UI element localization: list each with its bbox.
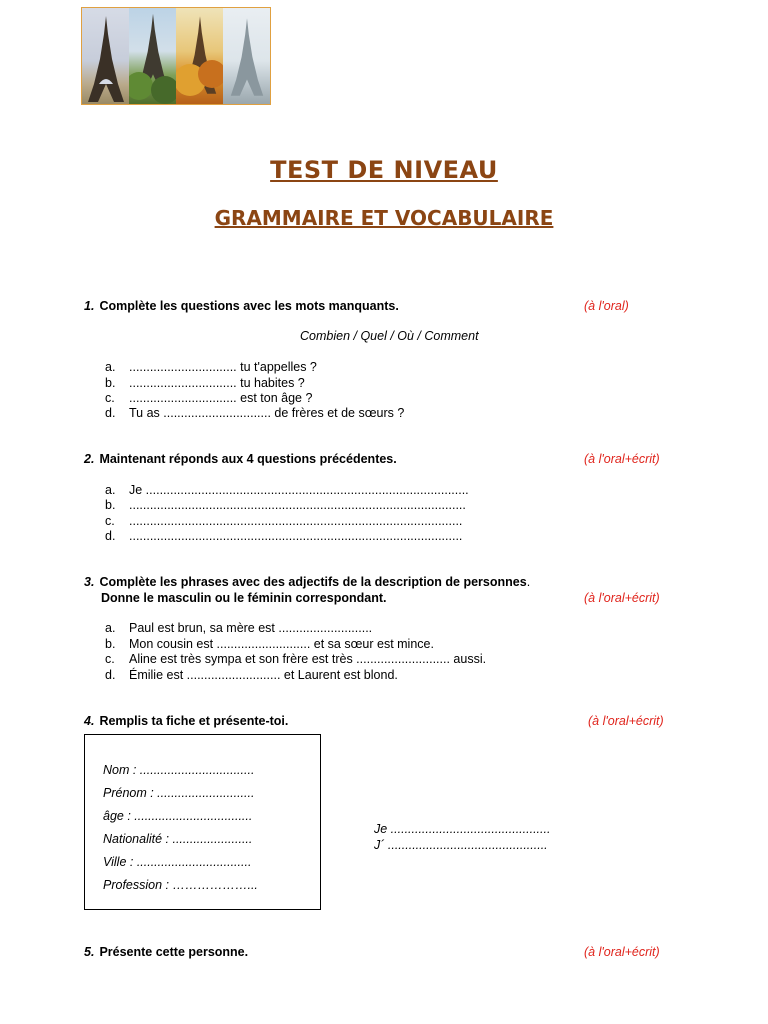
page-title: TEST DE NIVEAU xyxy=(270,156,498,184)
answer-line-1: Je .............................................. xyxy=(374,822,551,836)
eiffel-tower-panel-autumn xyxy=(176,8,223,104)
question-2-note: (à l'oral+écrit) xyxy=(584,452,660,466)
list-item: c. Aline est très sympa et son frère est très ........................... aussi. xyxy=(105,652,487,666)
question-4-heading xyxy=(84,714,288,728)
list-item: d. Émilie est ........................... et Laurent est blond. xyxy=(105,668,398,682)
question-2-number: 2. xyxy=(84,452,95,466)
eiffel-tower-panel-winter xyxy=(82,8,129,104)
list-item: a. Paul est brun, sa mère est ........................... xyxy=(105,621,373,635)
question-5-heading xyxy=(84,945,248,959)
question-1-number: 1. xyxy=(84,299,95,313)
question-3-number: 3. xyxy=(84,575,95,589)
identity-field-nom: Nom : ................................. xyxy=(103,763,255,777)
question-1-note: (à l'oral) xyxy=(584,299,629,313)
question-5-number: 5. xyxy=(84,945,95,959)
question-1-text: Complète les questions avec les mots manquants. xyxy=(99,299,399,313)
eiffel-tower-banner-image xyxy=(81,7,271,105)
question-4-text: Remplis ta fiche et présente-toi. xyxy=(99,714,289,728)
question-4-note: (à l'oral+écrit) xyxy=(588,714,664,728)
list-item: b. Mon cousin est ........................... et sa sœur est mince. xyxy=(105,637,434,651)
identity-field-profession: Profession : ………………... xyxy=(103,878,258,892)
question-2-heading xyxy=(84,452,397,466)
list-item: d. ................................................................................................ xyxy=(105,529,463,543)
page-subtitle: GRAMMAIRE ET VOCABULAIRE xyxy=(214,206,554,230)
identity-field-prenom: Prénom : ............................ xyxy=(103,786,255,800)
identity-field-nationalite: Nationalité : ....................... xyxy=(103,832,253,846)
identity-field-age: âge : .................................. xyxy=(103,809,253,823)
eiffel-tower-panel-spring xyxy=(129,8,176,104)
question-3-text-line-2: Donne le masculin ou le féminin correspondant. xyxy=(101,591,387,605)
question-3-note: (à l'oral+écrit) xyxy=(584,591,660,605)
question-3-text: Complète les phrases avec des adjectifs de la description de personnes xyxy=(99,575,527,589)
question-5-note: (à l'oral+écrit) xyxy=(584,945,660,959)
answer-line-2: J´ .............................................. xyxy=(374,838,548,852)
list-item: c. ................................................................................................ xyxy=(105,514,463,528)
list-item: a. Je ............................................................................................. xyxy=(105,483,469,497)
question-4-number: 4. xyxy=(84,714,95,728)
eiffel-tower-panel-mist xyxy=(223,8,270,104)
question-5-text: Présente cette personne. xyxy=(99,945,249,959)
question-1-heading xyxy=(84,299,399,313)
list-item: d. Tu as ............................... de frères et de sœurs ? xyxy=(105,406,405,420)
identity-field-ville: Ville : ................................. xyxy=(103,855,252,869)
question-2-text: Maintenant réponds aux 4 questions précédentes. xyxy=(99,452,397,466)
list-item: a. ............................... tu t'appelles ? xyxy=(105,360,317,374)
question-1-options: Combien / Quel / Où / Comment xyxy=(300,329,479,343)
list-item: b. ................................................................................................. xyxy=(105,498,466,512)
list-item: c. ............................... est ton âge ? xyxy=(105,391,313,405)
question-3-heading: 3. Complète les phrases avec des adjectifs de la description de personnes. xyxy=(84,575,531,589)
list-item: b. ............................... tu habites ? xyxy=(105,376,305,390)
